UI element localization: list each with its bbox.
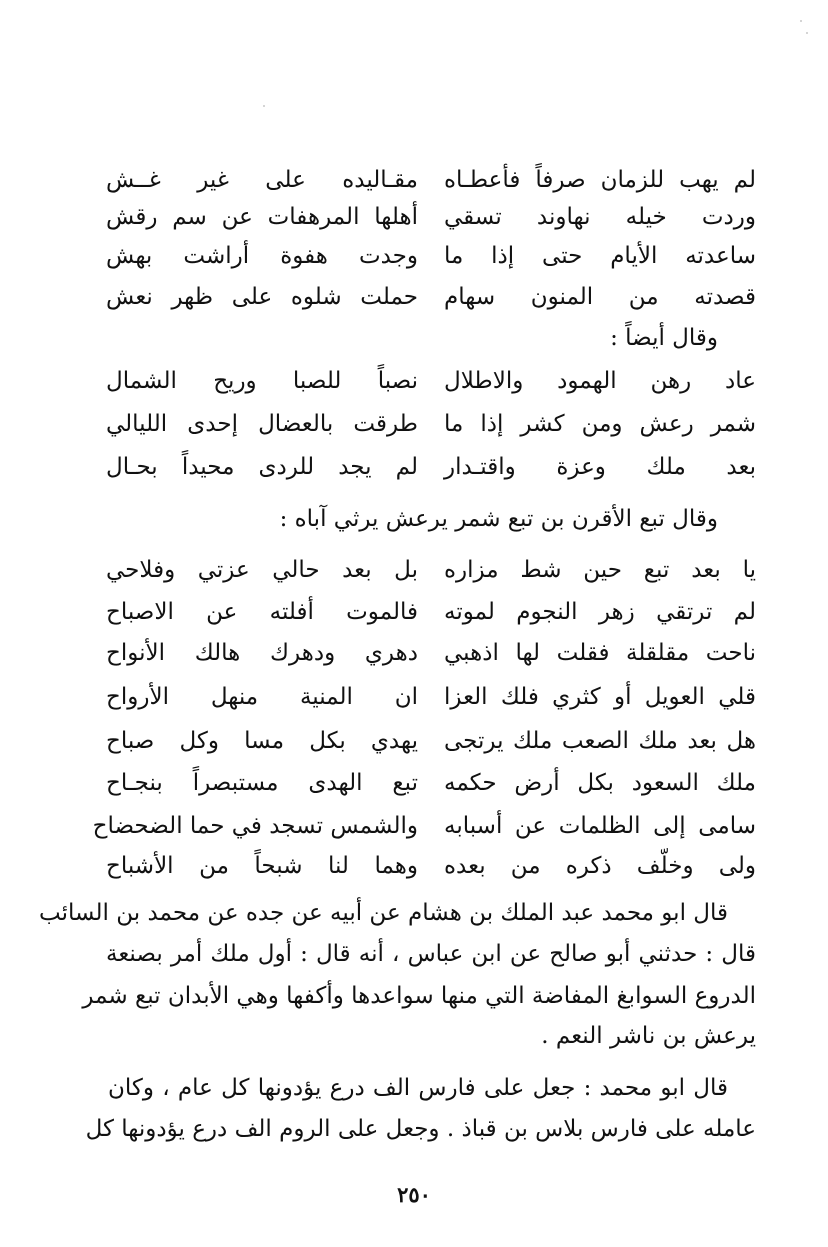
paragraph-line: الدروع السوابغ المفاضة التي منها سواعدها وأكفها وهي الأبدان تبع شمر: [82, 983, 756, 1009]
verse-line: [106, 277, 756, 317]
verse-line: [106, 677, 756, 717]
verse-second-hemistich: يهدي بكل مسا وكل صباح: [106, 728, 418, 754]
verse-line: [106, 160, 756, 200]
verse-second-hemistich: فالموت أفلته عن الاصباح: [106, 599, 418, 625]
verse-second-hemistich: طرقت بالعضال إحدى الليالي: [106, 411, 418, 437]
verse-line: [106, 846, 756, 886]
verse-line: [106, 236, 756, 276]
verse-first-hemistich: هل بعد ملك الصعب ملك يرتجى: [444, 728, 756, 754]
verse-line: [106, 361, 756, 401]
paper-speck: [806, 32, 808, 34]
paragraph-line: قال ابو محمد : جعل على فارس الف درع يؤدونها كل عام ، وكان: [108, 1075, 728, 1101]
verse-line: [106, 404, 756, 444]
verse-first-hemistich: قصدته من المنون سهام: [444, 284, 756, 310]
verse-second-hemistich: نصباً للصبا وريح الشمال: [106, 368, 418, 394]
paragraph-line: قال ابو محمد عبد الملك بن هشام عن أبيه عن جده عن محمد بن السائب: [39, 900, 728, 926]
verse-second-hemistich: دهري ودهرك هالك الأنواح: [106, 640, 418, 666]
verse-first-hemistich: وردت خيله نهاوند تسقي: [444, 204, 756, 230]
verse-line: [106, 721, 756, 761]
paragraph-line: قال : حدثني أبو صالح عن ابن عباس ، أنه قال : أول ملك أمر بصنعة: [106, 941, 756, 967]
verse-first-hemistich: ساعدته الأيام حتى إذا ما: [444, 243, 756, 269]
verse-line: [106, 633, 756, 673]
verse-first-hemistich: عاد رهن الهمود والاطلال: [444, 368, 756, 394]
verse-line: [106, 763, 756, 803]
poem-intro: وقال تبع الأقرن بن تبع شمر يرعش يرثي آباه :: [279, 506, 718, 532]
verse-second-hemistich: بل بعد حالي عزتي وفلاحي: [106, 557, 418, 583]
verse-line: [106, 550, 756, 590]
verse-line: [92, 806, 756, 846]
page-number: ٢٥٠: [397, 1182, 431, 1207]
verse-line: [106, 592, 756, 632]
verse-second-hemistich: وجدت هفوة أراشت بهش: [106, 243, 418, 269]
paragraph-line: يرعش بن ناشر النعم .: [541, 1023, 756, 1049]
verse-first-hemistich: ملك السعود بكل أرض حكمه: [444, 770, 756, 796]
verse-first-hemistich: لم ترتقي زهر النجوم لموته: [444, 599, 756, 625]
verse-second-hemistich: لم يجد للردى محيداً بحـال: [106, 454, 418, 480]
verse-first-hemistich: قلي العويل أو كثري فلك العزا: [444, 684, 756, 710]
verse-first-hemistich: لم يهب للزمان صرفاً فأعطـاه: [444, 167, 756, 193]
verse-first-hemistich: سامى إلى الظلمات عن أسبابه: [444, 813, 756, 839]
verse-second-hemistich: مقـاليده على غير غــش: [106, 167, 418, 193]
paper-speck: [800, 20, 802, 22]
verse-second-hemistich: أهلها المرهفات عن سم رقش: [106, 204, 418, 230]
verse-line: [106, 447, 756, 487]
poem-intro: وقال أيضاً :: [610, 325, 718, 351]
verse-first-hemistich: يا بعد تبع حين شط مزاره: [444, 557, 756, 583]
verse-first-hemistich: شمر رعش ومن كشر إذا ما: [444, 411, 756, 437]
paragraph-line: عامله على فارس بلاس بن قباذ . وجعل على الروم الف درع يؤدونها كل: [85, 1116, 756, 1142]
paper-speck: [263, 105, 265, 107]
verse-second-hemistich: والشمس تسجد في حما الضحضاح: [92, 813, 418, 839]
verse-second-hemistich: تبع الهدى مستبصراً بنجـاح: [106, 770, 418, 796]
verse-second-hemistich: حملت شلوه على ظهر نعش: [106, 284, 418, 310]
verse-first-hemistich: بعد ملك وعزة واقتـدار: [444, 454, 756, 480]
verse-first-hemistich: ناحت مقلقلة فقلت لها اذهبي: [444, 640, 756, 666]
verse-first-hemistich: ولى وخلّف ذكره من بعده: [444, 853, 756, 879]
verse-second-hemistich: وهما لنا شبحاً من الأشباح: [106, 853, 418, 879]
verse-second-hemistich: ان المنية منهل الأرواح: [106, 684, 418, 710]
verse-line: [106, 197, 756, 237]
